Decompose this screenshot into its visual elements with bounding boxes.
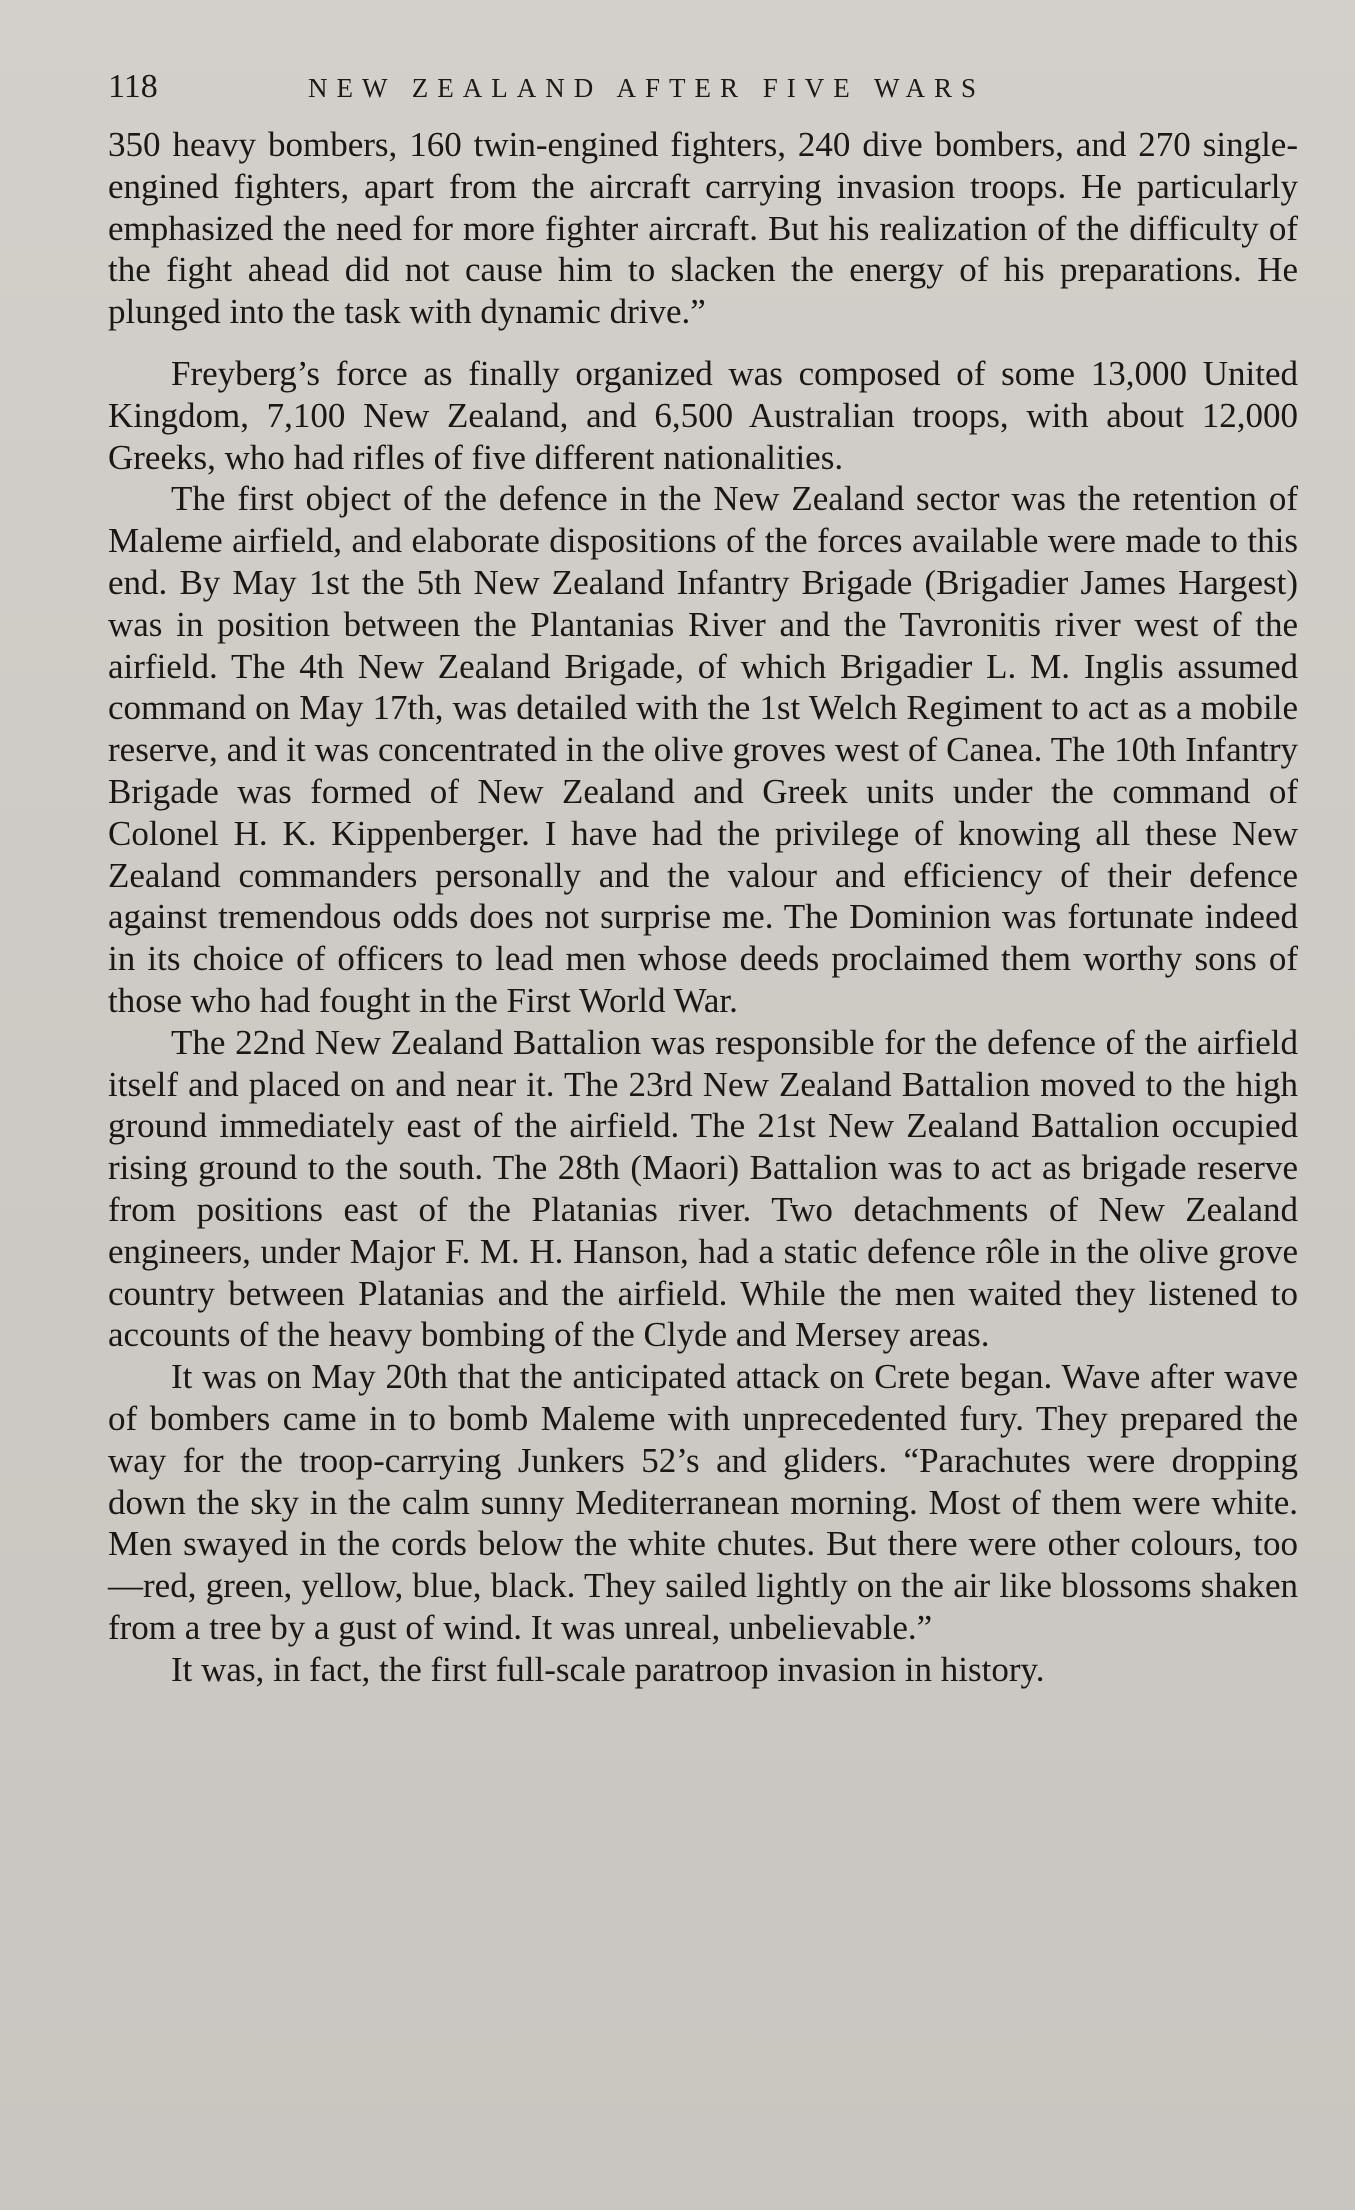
paragraph: The 22nd New Zealand Battalion was responsible for the defence of the airfield itself and placed on and near it. The 23rd New Zealand Battalion moved to the high ground immediately east of the airfield. The 21st New Zealand Battalion occupied rising ground to the south. The 28th (Maori) Battalion was to act as brigade reserve from positions east of the Platanias river. Two detachments of New Zealand engineers, under Major F. M. H. Hanson, had a static defence rôle in the olive grove country between Platanias and the airfield. While the men waited they listened to accounts of the heavy bombing of the Clyde and Mersey areas. <box>108 1022 1298 1355</box>
paragraph-text: 350 heavy bombers, 160 twin-engined fighters, 240 dive bombers, and 270 single-engined fighters, apart from the aircraft carrying invasion troops. He particularly emphasized the need for more fighter aircraft. But his realization of the difficulty of the fight ahead did not cause him to slacken the energy of his preparations. He plunged into the task with dynamic drive.” <box>108 125 1298 332</box>
paragraph: Freyberg’s force as finally organized was composed of some 13,000 United Kingdom, 7,100 New Zealand, and 6,500 Australian troops, with about 12,000 Greeks, who had rifles of five different nationalities. <box>108 353 1298 477</box>
running-title: NEW ZEALAND AFTER FIVE WARS <box>308 73 986 103</box>
running-head <box>108 64 1308 114</box>
paragraph: It was on May 20th that the anticipated attack on Crete began. Wave after wave of bombers came in to bomb Maleme with unprecedented fury. They prepared the way for the troop-carrying Junkers 52’s and gliders. “Parachutes were dropping down the sky in the calm sunny Mediterranean morning. Most of them were white. Men swayed in the cords below the white chutes. But there were other colours, too—red, green, yellow, blue, black. They sailed lightly on the air like blossoms shaken from a tree by a gust of wind. It was unreal, unbelievable.” <box>108 1357 1298 1647</box>
paragraph: The first object of the defence in the New Zealand sector was the retention of Maleme airfield, and elaborate dispositions of the forces available were made to this end. By May 1st the 5th New Zealand Infantry Brigade (Brigadier James Hargest) was in position between the Plantanias River and the Tavronitis river west of the airfield. The 4th New Zealand Brigade, of which Brigadier L. M. Inglis assumed command on May 17th, was detailed with the 1st Welch Regiment to act as a mobile reserve, and it was concentrated in the olive groves west of Canea. The 10th Infantry Brigade was formed of New Zealand and Greek units under the command of Colonel H. K. Kippenberger. I have had the privilege of knowing all these New Zealand commanders personally and the valour and efficiency of their defence against tremendous odds does not surprise me. The Dominion was fortunate indeed in its choice of officers to lead men whose deeds proclaimed them worthy sons of those who had fought in the First World War. <box>108 479 1298 1020</box>
body-text <box>108 124 1298 1690</box>
paragraph: It was, in fact, the first full-scale paratroop invasion in history. <box>171 1649 1045 1689</box>
page-number: 118 <box>108 68 158 105</box>
paragraph-continued <box>108 124 1298 333</box>
